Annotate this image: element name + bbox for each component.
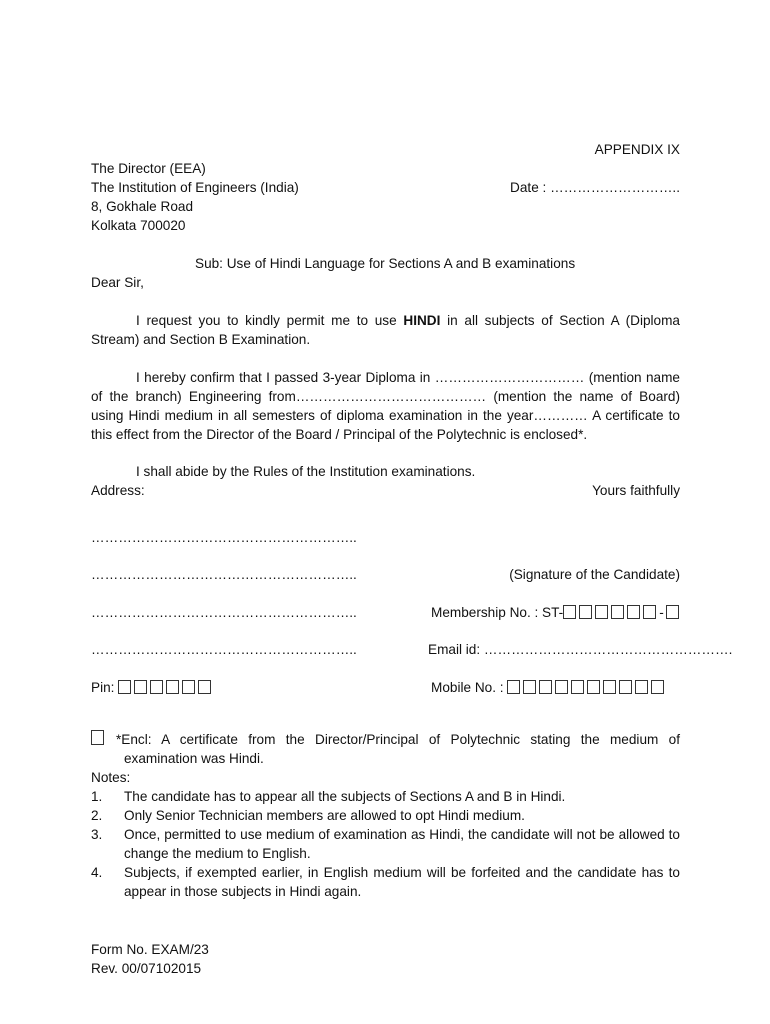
membership-check-box[interactable] [666,605,682,624]
membership-digit-boxes[interactable] [563,605,659,624]
addressee-line3: 8, Gokhale Road [91,199,194,214]
revision-number: Rev. 00/07102015 [91,961,202,976]
salutation: Dear Sir, [91,275,144,290]
paragraph-request: I request you to kindly permit me to use HINDI in all subjects of Section A (Diploma Stream) and Section B Examination. [91,313,680,347]
mobile-field[interactable] [431,678,667,699]
subject-line: Sub: Use of Hindi Language for Sections A and B examinations [195,256,576,271]
paragraph-abide: I shall abide by the Rules of the Institution examinations. [136,464,476,479]
notes-title: Notes: [91,770,131,785]
membership-field[interactable]: Membership No. : ST- - [431,603,682,624]
hindi-emphasis: HINDI [403,313,441,328]
enclosure-note-line1: *Encl: A certificate from the Director/Principal of Polytechnic stating the medium of [116,732,680,747]
paragraph-confirmation: I hereby confirm that I passed 3-year Diploma in …………………………… (mention name of the branch) Engineering from…………………………………… (mention the name of Board) using Hindi medium in all semesters of diploma examination in the year………… A certificate to this effect from the Director of the Board / Principal of the Polytechnic is enclosed*. [91,370,680,442]
membership-label: Membership No. : ST- [431,605,564,620]
enclosure-note-line2: examination was Hindi. [124,751,264,766]
address-line-field[interactable]: ………………………………………………….. [91,530,357,545]
yours-faithfully: Yours faithfully [592,483,680,498]
appendix-label: APPENDIX IX [594,142,680,157]
note-text: Only Senior Technician members are allowed to opt Hindi medium. [124,808,525,823]
address-label: Address: [91,483,145,498]
address-line-field[interactable]: ………………………………………………….. [91,605,357,620]
note-text: The candidate has to appear all the subjects of Sections A and B in Hindi. [124,789,566,804]
note-number: 4. [91,865,103,880]
mobile-label: Mobile No. : [431,680,504,695]
email-field[interactable]: Email id: ………………………………………………. [428,642,733,657]
pin-field[interactable] [91,678,214,699]
addressee-line2: The Institution of Engineers (India) [91,180,299,195]
note-text: Subjects, if exempted earlier, in English medium will be forfeited and the candidate has to appear in those subjects in Hindi again. [124,865,680,899]
date-field[interactable]: Date : ……………………….. [510,180,680,195]
address-line-field[interactable]: ………………………………………………….. [91,642,357,657]
pin-label: Pin: [91,680,115,695]
note-text: Once, permitted to use medium of examination as Hindi, the candidate will not be allowed to change the medium to English. [124,827,680,861]
address-line-field[interactable]: ………………………………………………….. [91,567,357,582]
note-number: 2. [91,808,103,823]
signature-label: (Signature of the Candidate) [509,567,680,582]
mobile-digit-boxes[interactable] [507,680,667,699]
note-number: 1. [91,789,103,804]
addressee-line4: Kolkata 700020 [91,218,186,233]
form-number: Form No. EXAM/23 [91,942,209,957]
pin-digit-boxes[interactable] [118,680,214,699]
enclosure-checkbox[interactable] [91,730,104,745]
addressee-line1: The Director (EEA) [91,161,206,176]
note-number: 3. [91,827,103,842]
